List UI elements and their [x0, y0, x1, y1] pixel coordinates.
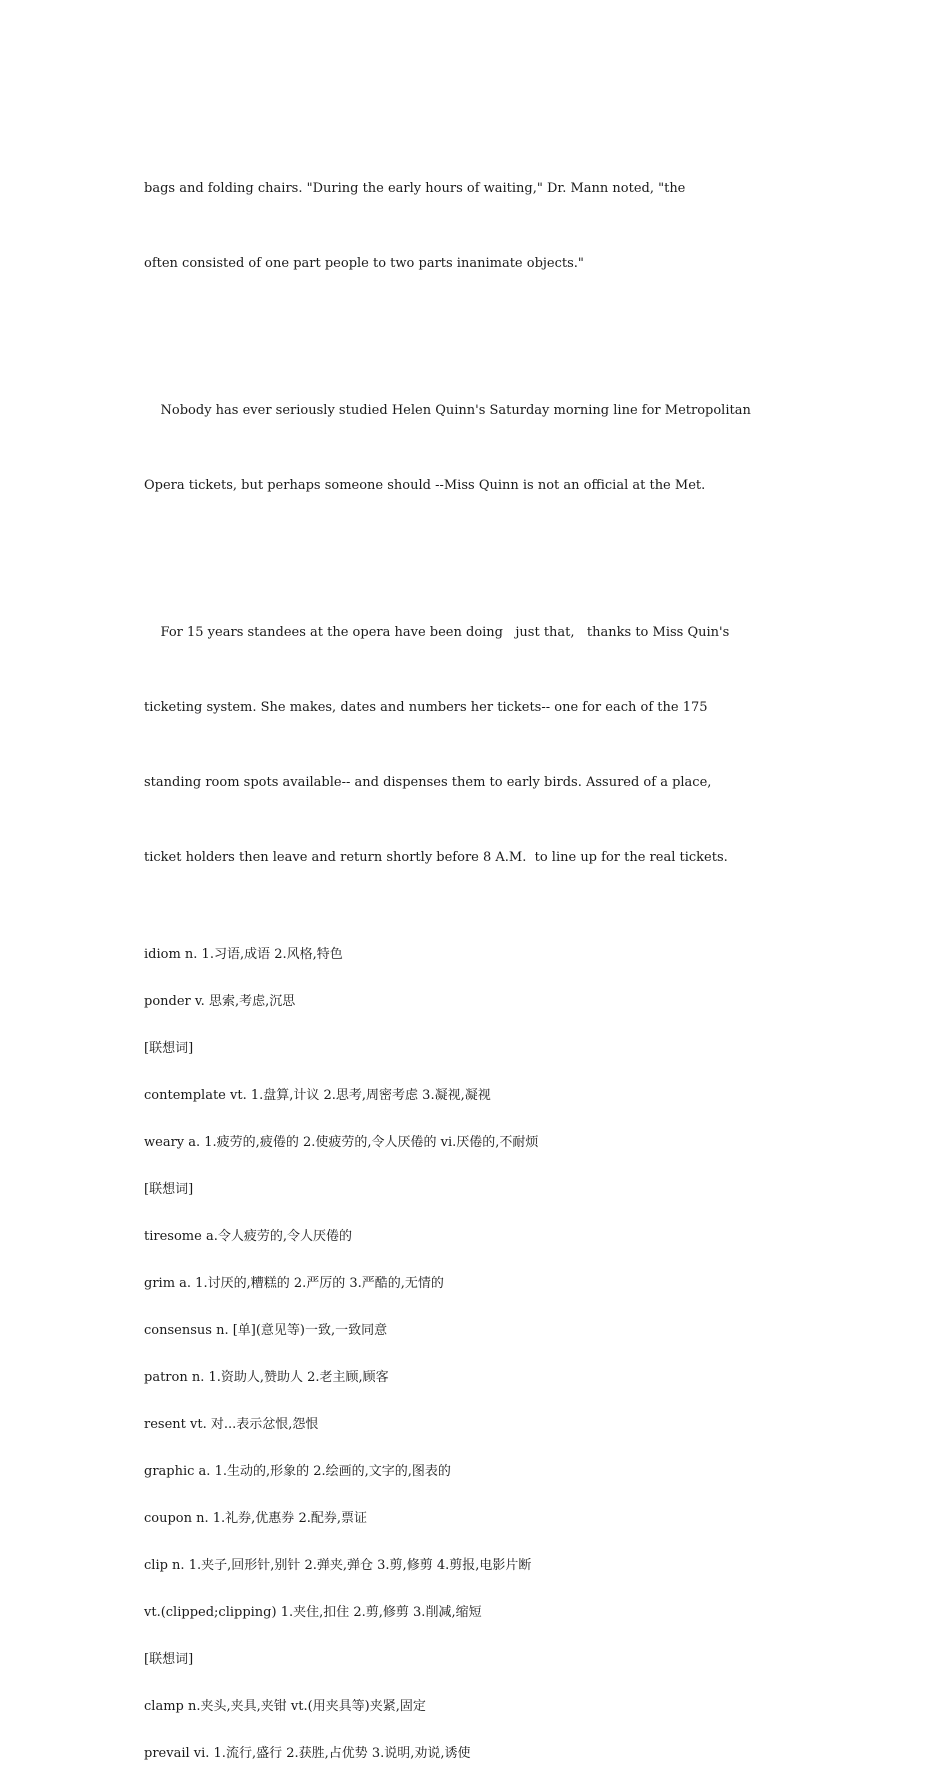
- paragraph-ticketing-system: [144, 570, 824, 920]
- vocab-entry-contemplate: contemplate vt. 1.盘算,计议 2.思考,周密考虑 3.凝视,凝视: [144, 1088, 491, 1103]
- text-line: ticket holders then leave and return shortly before 8 A.M. to line up for the real tickets.: [144, 850, 728, 865]
- vocab-entry-resent: resent vt. 对...表示忿恨,怨恨: [144, 1417, 319, 1432]
- text-line: bags and folding chairs. "During the early hours of waiting," Dr. Mann noted, "the: [144, 181, 686, 196]
- text-line: often consisted of one part people to two parts inanimate objects.": [144, 256, 584, 271]
- related-words-heading: [联想词]: [144, 1182, 194, 1197]
- vocab-entry-ponder: ponder v. 思索,考虑,沉思: [144, 994, 296, 1009]
- vocab-entry-prevail: prevail vi. 1.流行,盛行 2.获胜,占优势 3.说明,劝说,诱使: [144, 1746, 471, 1761]
- text-line: For 15 years standees at the opera have been doing just that, thanks to Miss Quin's: [144, 625, 730, 640]
- text-line: Nobody has ever seriously studied Helen Quinn's Saturday morning line for Metropolitan: [144, 403, 751, 418]
- vocab-entry-weary: weary a. 1.疲劳的,疲倦的 2.使疲劳的,令人厌倦的 vi.厌倦的,不耐烦: [144, 1135, 539, 1150]
- vocab-entry-tiresome: tiresome a.令人疲劳的,令人厌倦的: [144, 1229, 352, 1244]
- vocab-entry-consensus: consensus n. [单](意见等)一致,一致同意: [144, 1323, 388, 1338]
- vocab-entry-clip-noun: clip n. 1.夹子,回形针,别针 2.弹夹,弹仓 3.剪,修剪 4.剪报,电影片断: [144, 1558, 532, 1573]
- vocab-entry-clamp: clamp n.夹头,夹具,夹钳 vt.(用夹具等)夹紧,固定: [144, 1699, 426, 1714]
- paragraph-helen-quinn: [144, 348, 824, 548]
- vocab-entry-grim: grim a. 1.讨厌的,糟糕的 2.严厉的 3.严酷的,无情的: [144, 1276, 444, 1291]
- vocab-entry-clip-verb: vt.(clipped;clipping) 1.夹住,扣住 2.剪,修剪 3.削减,缩短: [144, 1605, 482, 1620]
- text-line: Opera tickets, but perhaps someone should --Miss Quinn is not an official at the Met.: [144, 478, 706, 493]
- text-line: standing room spots available-- and dispenses them to early birds. Assured of a place,: [144, 775, 712, 790]
- document-body: [144, 126, 824, 1788]
- related-words-heading: [联想词]: [144, 1652, 194, 1667]
- vocab-entry-graphic: graphic a. 1.生动的,形象的 2.绘画的,文字的,图表的: [144, 1464, 451, 1479]
- vocab-entry-idiom: idiom n. 1.习语,成语 2.风格,特色: [144, 947, 343, 962]
- paragraph-waiting-line: [144, 126, 824, 326]
- vocab-entry-coupon: coupon n. 1.礼券,优惠券 2.配券,票证: [144, 1511, 367, 1526]
- vocab-entry-patron: patron n. 1.资助人,赞助人 2.老主顾,顾客: [144, 1370, 389, 1385]
- related-words-heading: [联想词]: [144, 1041, 194, 1056]
- text-line: ticketing system. She makes, dates and numbers her tickets-- one for each of the 175: [144, 700, 708, 715]
